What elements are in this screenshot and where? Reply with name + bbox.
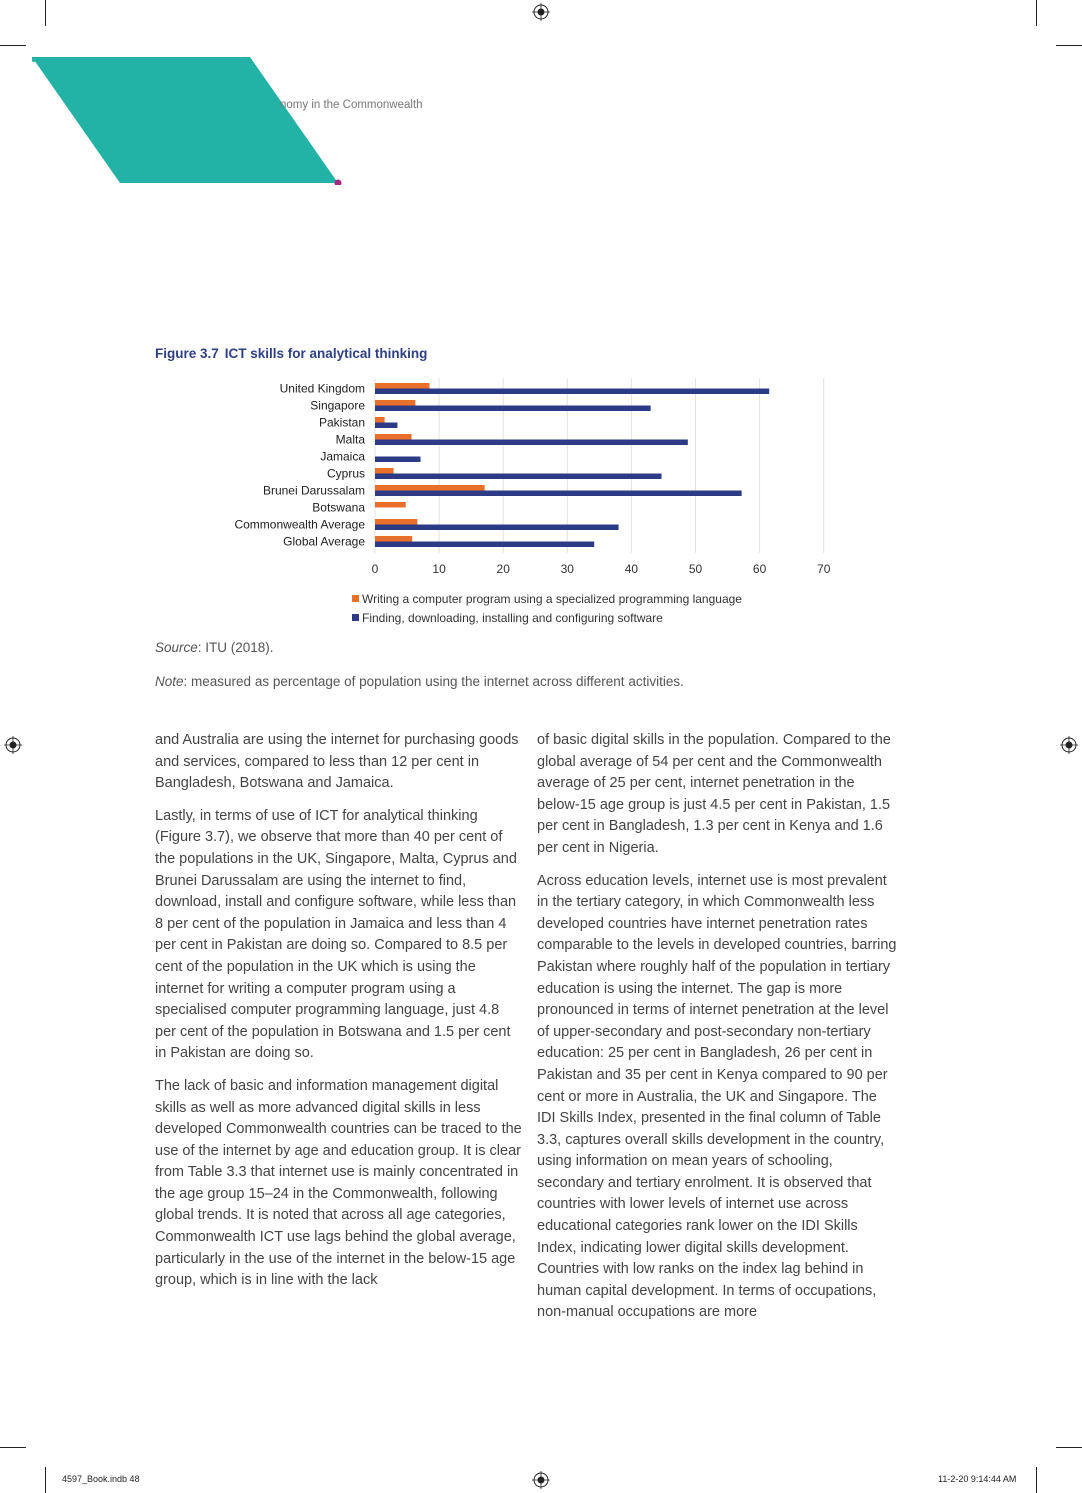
chart-legend <box>352 589 742 627</box>
bar-software <box>375 525 619 531</box>
paragraph: The lack of basic and information management digital skills as well as more advanced digital skills in less developed Commonwealth countries can be traced to the use of the internet by age and education group. It is clear from Table 3.3 that internet use is mainly concentrated in the age group 15–24 in the Commonwealth, following global trends. It is noted that across all age categories, Commonwealth ICT use lags behind the global average, particularly in the use of the internet in the below-15 age group, which is in line with the lack <box>155 1077 522 1289</box>
crop-mark <box>1056 45 1082 46</box>
bar-software <box>375 389 769 395</box>
paragraph: of basic digital skills in the population. Compared to the global average of 54 per cent and the Commonwealth average of 25 per cent, internet penetration in the below-15 age group is just 4.5 per cent in Pakistan, 1.5 per cent in Bangladesh, 1.3 per cent in Kenya and 1.6 per cent in Nigeria. <box>537 732 891 856</box>
legend-item-programming <box>352 589 742 608</box>
bar-programming <box>375 536 412 542</box>
crop-mark <box>45 1467 46 1493</box>
category-label: United Kingdom <box>279 381 365 396</box>
x-tick-label: 40 <box>624 562 639 576</box>
category-label: Global Average <box>283 534 365 549</box>
registration-mark-icon <box>532 3 550 21</box>
legend-swatch-navy <box>352 614 359 621</box>
paragraph: and Australia are using the internet for purchasing goods and services, compared to less than 12 per cent in Bangladesh, Botswana and Jamaica. <box>155 732 519 792</box>
figure-title <box>155 346 427 361</box>
bar-software <box>375 457 421 463</box>
x-tick-label: 50 <box>688 562 703 576</box>
slug-datetime: 11-2-20 9:14:44 AM <box>938 1474 1017 1484</box>
bar-chart <box>150 378 850 583</box>
bar-software <box>375 406 651 412</box>
body-column-left <box>155 730 523 1303</box>
registration-mark-icon <box>1060 736 1078 754</box>
legend-label: Finding, downloading, installing and configuring software <box>362 610 663 625</box>
crop-mark <box>1036 1467 1037 1493</box>
x-tick-label: 20 <box>496 562 510 576</box>
registration-mark-icon <box>532 1471 550 1489</box>
registration-mark-icon <box>4 736 22 754</box>
figure-source: Source: ITU (2018). <box>155 640 274 655</box>
bar-software <box>375 474 662 480</box>
x-tick-label: 60 <box>752 562 767 576</box>
category-label: Botswana <box>312 500 365 515</box>
category-label: Jamaica <box>320 449 365 464</box>
figure-number: Figure 3.7 <box>155 346 219 361</box>
bar-programming <box>375 502 406 508</box>
legend-label: Writing a computer program using a specialized programming language <box>362 591 742 606</box>
paragraph: Lastly, in terms of use of ICT for analytical thinking (Figure 3.7), we observe that more than 40 per cent of the populations in the UK, Singapore, Malta, Cyprus and Brunei Darussalam are using the internet to find, download, install and configure software, while less than 8 per cent of the population in Jamaica and less than 4 per cent in Pakistan are doing so. Compared to 8.5 per cent of the population in the UK which is using the internet for writing a computer program using a specialised computer programming language, just 4.8 per cent of the population in Botswana and 1.5 per cent in Pakistan are doing so. <box>155 807 517 1062</box>
crop-mark <box>1036 0 1037 26</box>
x-tick-label: 10 <box>432 562 446 576</box>
header-decoration <box>32 57 342 185</box>
bar-programming <box>375 434 412 440</box>
category-label: Malta <box>335 432 365 447</box>
category-label: Commonwealth Average <box>234 517 365 532</box>
running-head: nomy in the Commonwealth <box>280 99 423 111</box>
bar-programming <box>375 417 385 423</box>
crop-mark <box>1056 1447 1082 1448</box>
figure-note: Note: measured as percentage of population using the internet across different activities. <box>155 674 684 689</box>
legend-swatch-orange <box>352 595 359 602</box>
x-tick-label: 30 <box>560 562 574 576</box>
slug-file: 4597_Book.indb 48 <box>62 1474 140 1484</box>
category-label: Pakistan <box>318 415 365 430</box>
x-tick-label: 70 <box>817 562 831 576</box>
x-tick-label: 0 <box>371 562 379 576</box>
crop-mark <box>0 1447 26 1448</box>
bar-programming <box>375 400 415 406</box>
bar-software <box>375 423 397 429</box>
category-label: Singapore <box>310 398 365 413</box>
bar-programming <box>375 468 394 474</box>
paragraph: Across education levels, internet use is most prevalent in the tertiary category, in which Commonwealth less developed countries have internet penetration rates comparable to the levels in developed countries, barring Pakistan where roughly half of the population in tertiary education is using the internet. The gap is more pronounced in terms of internet penetration at the level of upper-secondary and post-secondary non-tertiary education: 25 per cent in Bangladesh, 26 per cent in Pakistan and 35 per cent in Kenya compared to 90 per cent or more in Australia, the UK and Singapore. The IDI Skills Index, presented in the final column of Table 3.3, captures overall skills development in the country, using information on mean years of schooling, secondary and tertiary enrolment. It is observed that countries with lower levels of internet use across educational categories rank lower on the IDI Skills Index, indicating lower digital skills development. Countries with low ranks on the index lag behind in human capital development. In terms of occupations, non-manual occupations are more <box>537 872 897 1321</box>
crop-mark <box>0 45 26 46</box>
category-label: Cyprus <box>326 466 365 481</box>
category-label: Brunei Darussalam <box>262 483 365 498</box>
legend-item-software <box>352 608 742 627</box>
crop-mark <box>45 0 46 26</box>
figure-caption: ICT skills for analytical thinking <box>224 346 428 361</box>
bar-programming <box>375 519 417 525</box>
bar-software <box>375 491 742 497</box>
bar-software <box>375 440 688 446</box>
bar-programming <box>375 383 429 389</box>
bar-software <box>375 542 594 548</box>
body-column-right <box>537 730 899 1335</box>
bar-programming <box>375 485 485 491</box>
